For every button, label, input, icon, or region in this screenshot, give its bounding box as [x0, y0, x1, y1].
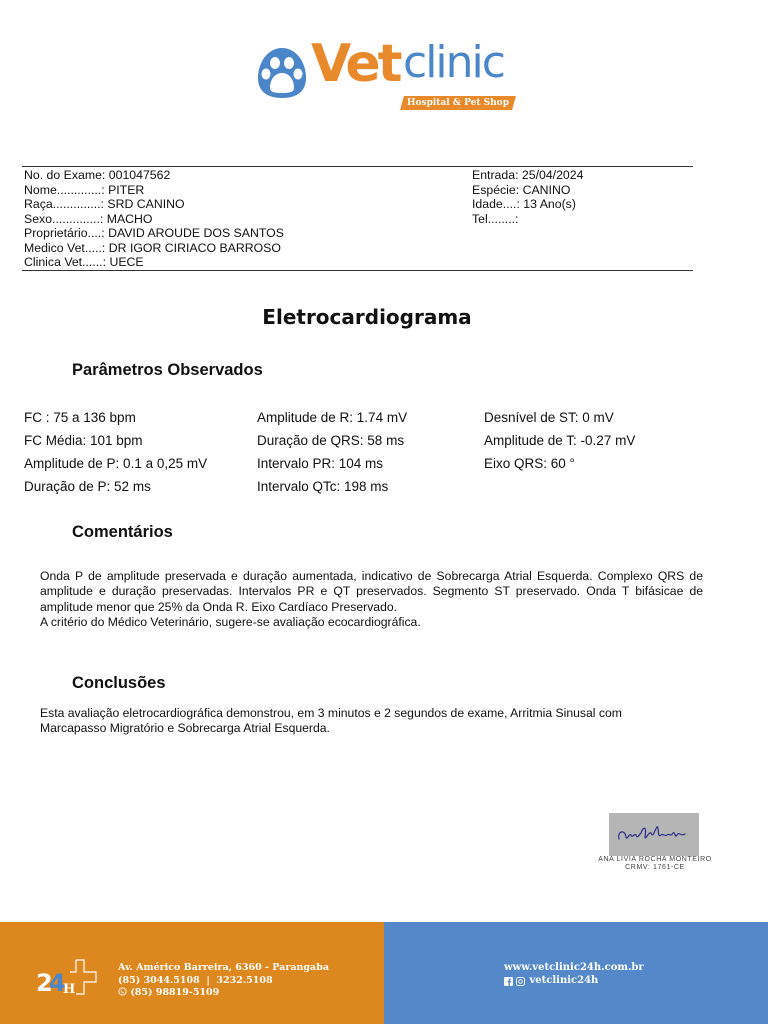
exam-number-row: [24, 168, 284, 183]
patient-info-right: [472, 168, 583, 226]
field-label: No. do Exame:: [24, 168, 109, 182]
vet-doctor-value: DR IGOR CIRIACO BARROSO: [108, 240, 281, 255]
whatsapp-icon: [118, 987, 127, 996]
owner-row: [24, 226, 284, 241]
clinic-row: [24, 255, 284, 270]
comments-heading: Comentários: [72, 523, 173, 541]
sex-value: MACHO: [106, 211, 153, 226]
param-intervalo-qtc: Intervalo QTc: 198 ms: [257, 479, 389, 494]
patient-info-left: [24, 168, 284, 270]
breed-value: SRD CANINO: [107, 197, 185, 211]
footer-address: Av. Américo Barreira, 6360 - Parangaba: [118, 962, 330, 973]
comments-recommendation: A critério do Médico Veterinário, sugere-se avaliação ecocardiográfica.: [40, 614, 421, 629]
param-intervalo-pr: Intervalo PR: 104 ms: [257, 456, 384, 471]
param-fc-media: FC Média: 101 bpm: [24, 433, 143, 448]
age-value: 13 Ano(s): [523, 197, 576, 211]
clinic-value: UECE: [109, 255, 144, 269]
param-amplitude-r: Amplitude de R: 1.74 mV: [257, 410, 408, 425]
name-row: [24, 183, 284, 198]
field-label: Espécie:: [472, 182, 523, 197]
field-label: Sexo..............:: [24, 211, 107, 226]
svg-text:H: H: [63, 982, 76, 997]
conclusions-heading: Conclusões: [72, 674, 166, 692]
entry-date-value: 25/04/2024: [521, 168, 584, 182]
param-amplitude-p: Amplitude de P: 0.1 a 0,25 mV: [24, 456, 208, 471]
logo-tagline: Hospital & Pet Shop: [407, 98, 509, 108]
comments-body: [40, 569, 703, 630]
param-amplitude-t: Amplitude de T: -0.27 mV: [484, 433, 636, 448]
instagram-icon[interactable]: [516, 977, 525, 986]
vet-doctor-row: [24, 241, 284, 256]
logo-tagline-banner: [400, 96, 516, 110]
document-title: Eletrocardiograma: [262, 305, 472, 329]
vetclinic-logo: [256, 34, 518, 114]
field-label: Proprietário....:: [24, 226, 109, 240]
patient-name-value: PITER: [108, 182, 145, 197]
species-value: CANINO: [522, 182, 571, 197]
param-duracao-qrs: Duração de QRS: 58 ms: [257, 433, 405, 448]
entry-date-row: [472, 168, 583, 183]
field-label: Clinica Vet......:: [24, 255, 110, 269]
header-divider-top: [22, 166, 693, 167]
paw-icon: [256, 46, 308, 100]
svg-text:2: 2: [36, 969, 53, 997]
footer-web-panel: [384, 922, 768, 1024]
field-label: Nome.............:: [24, 182, 109, 197]
logo-text-clinic: clinic: [403, 37, 504, 88]
param-duracao-p: Duração de P: 52 ms: [24, 479, 151, 494]
footer-web: [504, 962, 644, 988]
comments-paragraph: Onda P de amplitude preservada e duração aumentada, indicativo de Sobrecarga Atrial Esquerda. Complexo QRS de amplitude e duração preservadas. Intervalos PR e QT preservados. Segmento ST preservado. Onda T bifásicae de amplitude menor que 25% da Onda R. Eixo Cardíaco Preservado.: [40, 569, 703, 614]
24h-cross-icon: [36, 958, 100, 998]
breed-row: [24, 197, 284, 212]
footer-contact: [118, 962, 329, 1000]
footer-whatsapp-row: [118, 987, 329, 1000]
footer-social-row: [504, 975, 644, 989]
conclusions-text: Esta avaliação eletrocardiográfica demonstrou, em 3 minutos e 2 segundos de exame, Arritmia Sinusal com Marcapasso Migratório e Sobrecarga Atrial Esquerda.: [40, 706, 622, 736]
signer-registration: CRMV: 1761-CE: [625, 864, 685, 871]
signer-name: ANA LIVIA ROCHA MONTEIRO: [598, 856, 712, 863]
param-fc: FC : 75 a 136 bpm: [24, 410, 136, 425]
logo-text-vet: Vet: [311, 34, 400, 94]
phone-row: [472, 212, 583, 227]
field-label: Entrada:: [472, 168, 522, 182]
footer-phones: (85) 3044.5108 | 3232.5108: [118, 974, 273, 986]
header-divider-bottom: [22, 270, 693, 271]
field-label: Medico Vet.....:: [24, 240, 109, 255]
footer-website-link[interactable]: www.vetclinic24h.com.br: [504, 962, 644, 973]
signature-caption: [580, 856, 730, 872]
exam-number-value: 001047562: [108, 168, 171, 182]
footer-whatsapp: (85) 98819-5109: [130, 987, 220, 998]
conclusions-body: [40, 706, 680, 737]
footer-contact-panel: [0, 922, 384, 1024]
species-row: [472, 183, 583, 198]
signature-scribble-icon: [615, 821, 693, 847]
signature-image: [609, 813, 699, 856]
field-label: Raça..............:: [24, 197, 108, 211]
sex-row: [24, 212, 284, 227]
footer-social-handle[interactable]: vetclinic24h: [529, 974, 599, 986]
parameters-heading: Parâmetros Observados: [72, 361, 263, 379]
param-desnivel-st: Desnível de ST: 0 mV: [484, 410, 614, 425]
param-eixo-qrs: Eixo QRS: 60 °: [484, 456, 575, 471]
svg-text:4: 4: [49, 969, 66, 997]
age-row: [472, 197, 583, 212]
field-label: Idade....:: [472, 197, 524, 211]
owner-value: DAVID AROUDE DOS SANTOS: [108, 226, 284, 240]
facebook-icon[interactable]: [504, 977, 513, 986]
field-label: Tel........:: [472, 211, 522, 226]
